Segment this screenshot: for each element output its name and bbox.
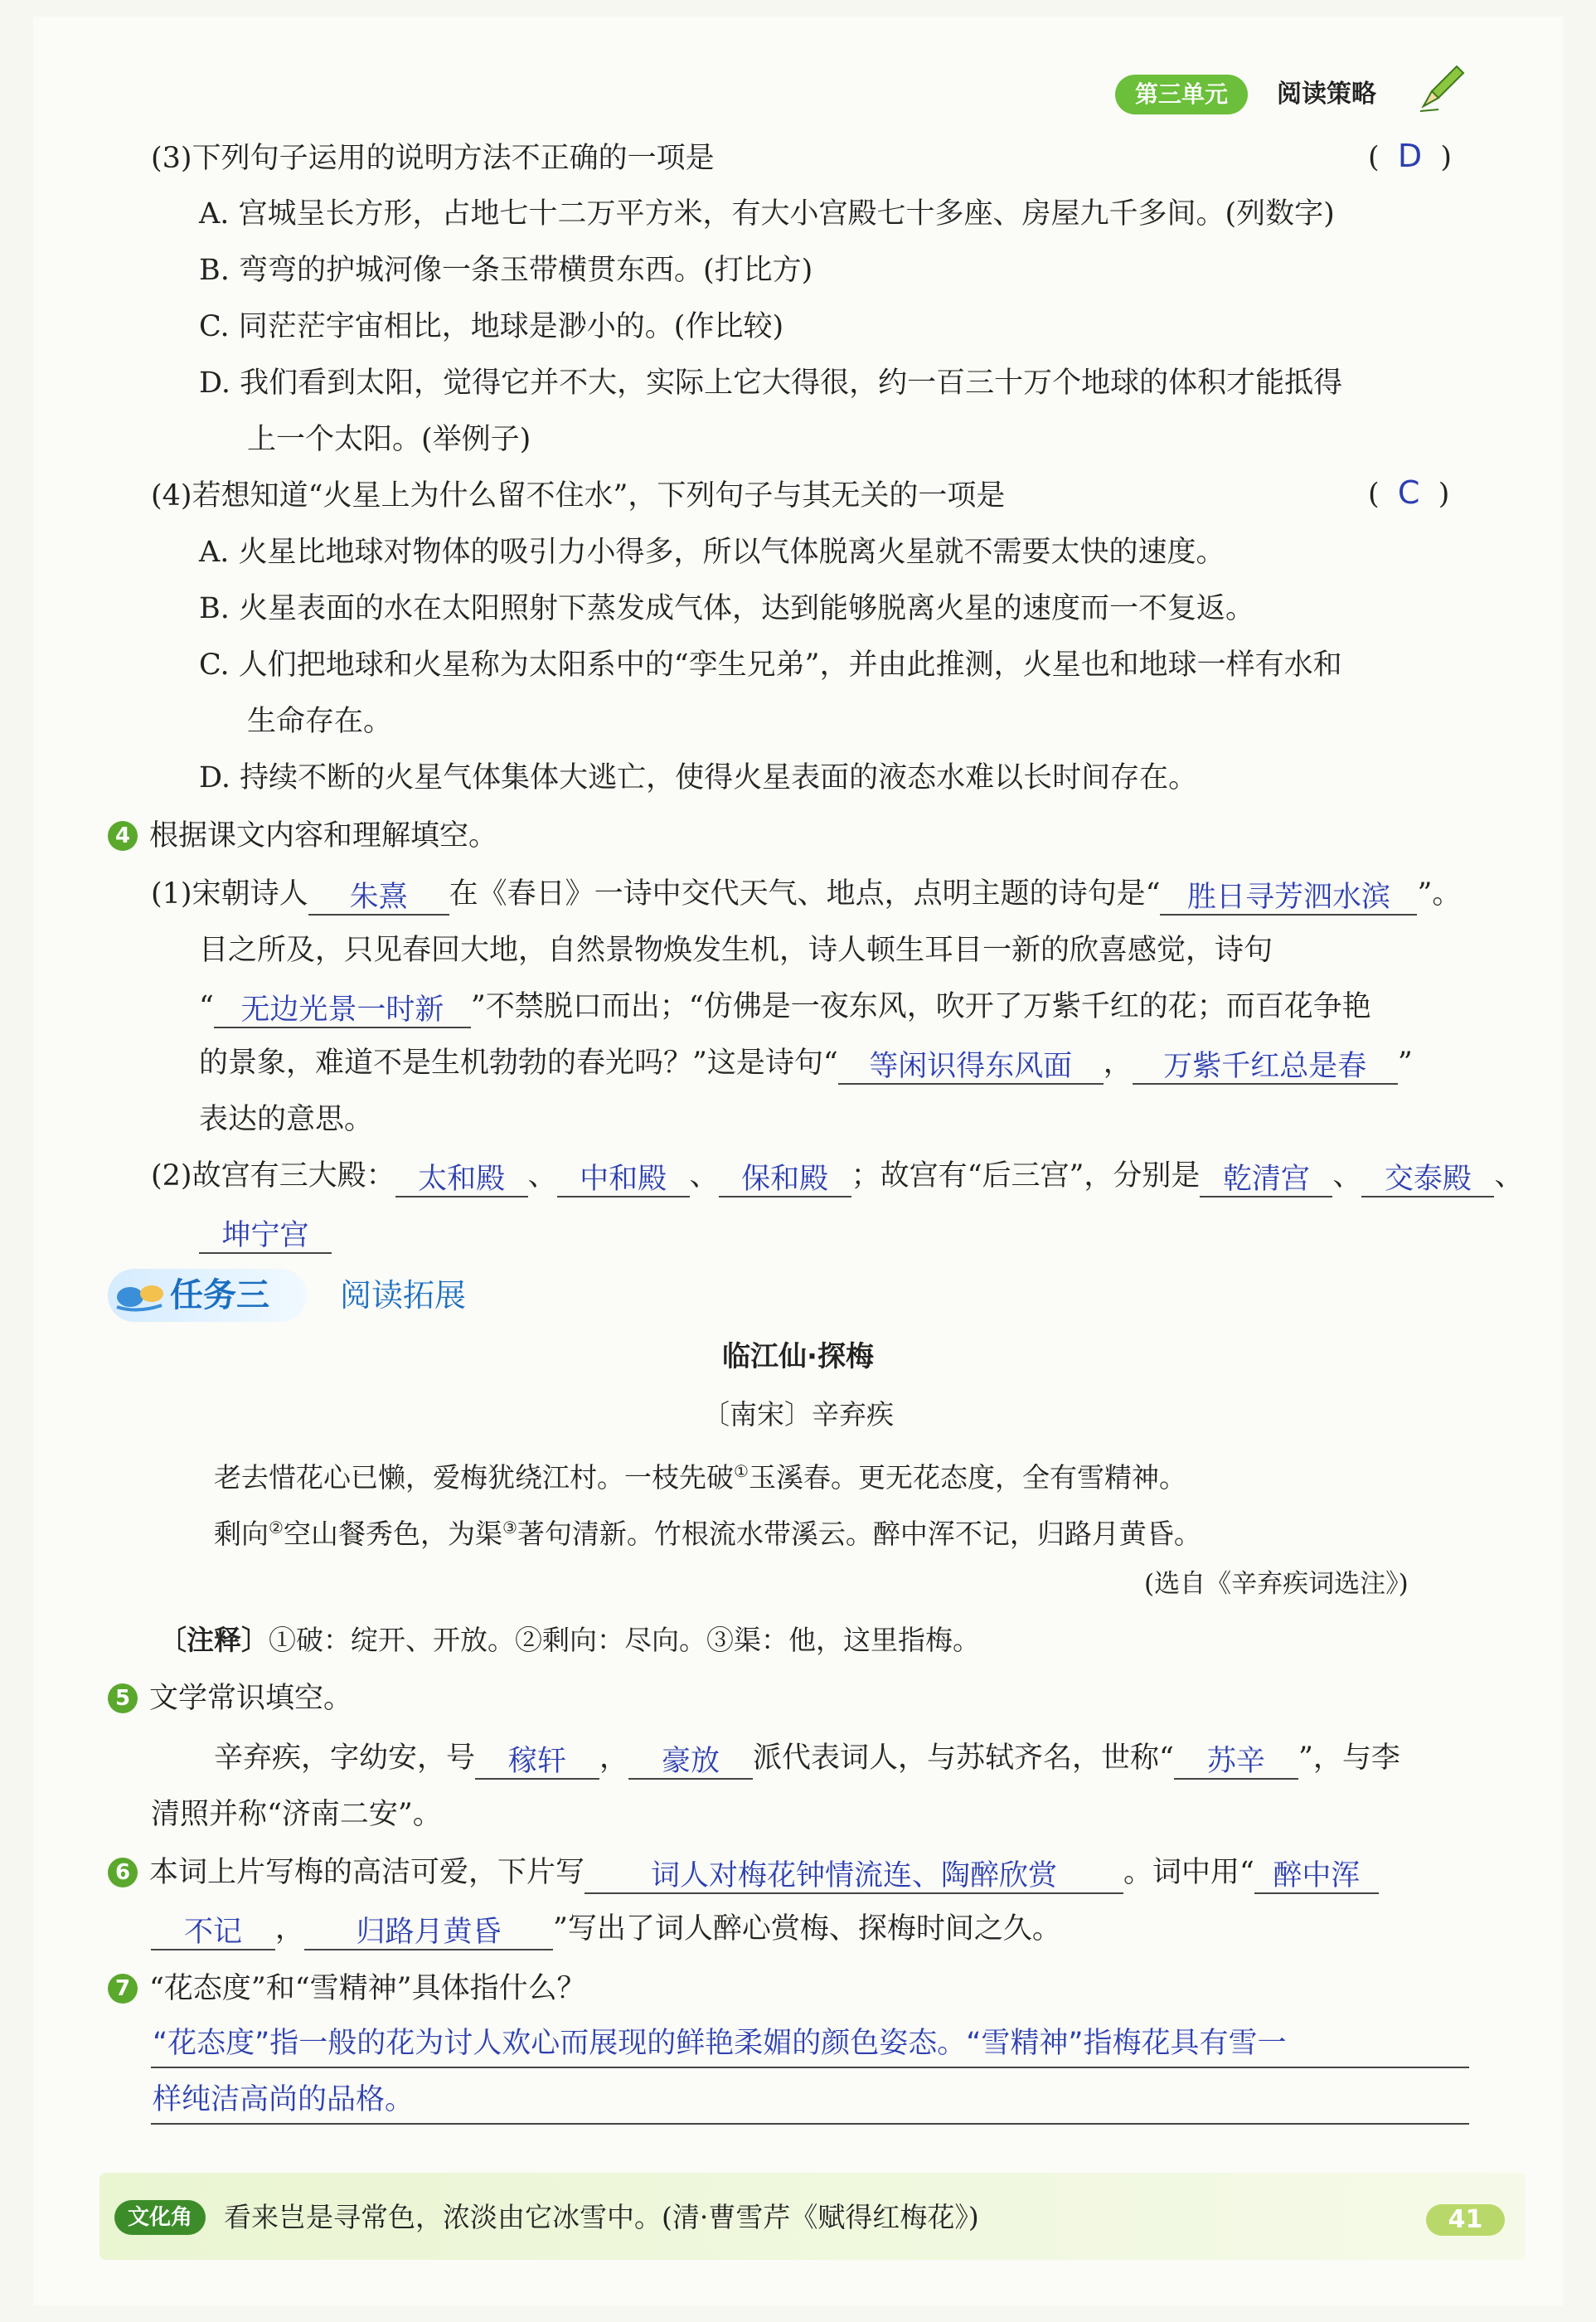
s4-p2-line2	[199, 1211, 332, 1254]
s4-answer-line-d[interactable]: 万紫千红总是春	[1163, 1050, 1367, 1083]
s4-answer-line-b[interactable]: 无边光景一时新	[240, 993, 444, 1027]
s5-answer-title[interactable]: 苏辛	[1206, 1745, 1265, 1778]
s7-answer-line-2[interactable]: 样纯洁高尚的品格。	[153, 2083, 415, 2116]
s7-answer-rule-1	[151, 2067, 1469, 2068]
s4-answer-hall-1[interactable]: 太和殿	[418, 1163, 506, 1196]
section-5-title: 文学常识填空。	[149, 1682, 353, 1715]
q3-option-c: C. 同茫茫宇宙相比，地球是渺小的。(作比较)	[199, 310, 784, 343]
s4-answer-poet[interactable]: 朱熹	[349, 881, 408, 914]
s7-question: “花态度”和“雪精神”具体指什么？	[149, 1972, 586, 2005]
q4-stem: (4)若想知道“火星上为什么留不住水”，下列句子与其无关的一项是	[151, 479, 1006, 512]
q3-option-a: A. 宫城呈长方形，占地七十二万平方米，有大小宫殿七十多座、房屋九千多间。(列数字)	[199, 197, 1335, 231]
s7-answer-line-1[interactable]: “花态度”指一般的花为讨人欢心而展现的鲜艳柔媚的颜色姿态。“雪精神”指梅花具有雪一	[153, 2027, 1287, 2060]
q4-option-d: D. 持续不断的火星气体集体大逃亡，使得火星表面的液态水难以长时间存在。	[199, 761, 1198, 794]
s6-line-2: 不记 ， 归路月黄昏 ”写出了词人醉心赏梅、探梅时间之久。	[151, 1907, 1061, 1950]
s4-answer-line-a[interactable]: 胜日寻芳泗水滨	[1186, 881, 1390, 914]
q3-stem: (3)下列句子运用的说明方法不正确的一项是	[151, 142, 715, 175]
s4-p1-line5: 表达的意思。	[199, 1103, 374, 1136]
s4-p1-line4: 的景象，难道不是生机勃勃的春光吗？”这是诗句“ 等闲识得东风面 ， 万紫千红总是春 ”	[199, 1047, 1413, 1083]
q4-option-a: A. 火星比地球对物体的吸引力小得多，所以气体脱离火星就不需要太快的速度。	[199, 536, 1225, 569]
q4-option-c-cont: 生命存在。	[247, 705, 393, 738]
culture-corner-tag: 文化角	[114, 2200, 206, 2235]
section-4-number: 4	[108, 821, 138, 851]
page-number: 41	[1426, 2204, 1505, 2236]
poem-notes: 〔注释〕①破：绽开、开放。②剩向：尽向。③渠：他，这里指梅。	[159, 1624, 980, 1656]
note-label: 〔注释〕	[159, 1624, 269, 1656]
s7-answer-rule-2	[151, 2123, 1469, 2125]
q3-answer-paren: ( D )	[1368, 138, 1453, 174]
unit-tag: 第三单元	[1115, 75, 1248, 114]
s4-p2-line1: (2)故宫有三大殿： 太和殿 、 中和殿 、 保和殿 ；故宫有“后三宫”，分别是 乾清宫 、 交泰殿 、	[151, 1159, 1524, 1196]
s5-answer-hao[interactable]: 稼轩	[508, 1745, 567, 1778]
q4-option-b: B. 火星表面的水在太阳照射下蒸发成气体，达到能够脱离火星的速度而一不复返。	[199, 592, 1254, 625]
s5-line-2: 清照并称“济南二安”。	[151, 1798, 442, 1831]
section-7-number: 7	[108, 1974, 138, 2004]
q4-answer-paren: ( C )	[1368, 474, 1450, 511]
q3-option-b: B. 弯弯的护城河像一条玉带横贯东西。(打比方)	[199, 254, 813, 287]
q4-option-c: C. 人们把地球和火星称为太阳系中的“孪生兄弟”，并由此推测，火星也和地球一样有水和	[199, 649, 1342, 682]
poem-line-1: 老去惜花心已懒，爱梅犹绕江村。一枝先破①玉溪春。更无花态度，全有雪精神。	[214, 1461, 1186, 1494]
q3-option-d-cont: 上一个太阳。(举例子)	[247, 423, 531, 456]
s4-answer-line-c[interactable]: 等闲识得东风面	[869, 1050, 1073, 1083]
s4-p1-line2: 目之所及，只见春回大地，自然景物焕发生机，诗人顿生耳目一新的欣喜感觉，诗句	[199, 934, 1273, 967]
s6-answer-content[interactable]: 词人对梅花钟情流连、陶醉欣赏	[651, 1859, 1058, 1892]
poem-author: 〔南宋〕辛弃疾	[702, 1398, 894, 1431]
q4-answer: C	[1397, 474, 1420, 511]
pencil-icon	[1414, 58, 1472, 116]
section-4-title: 根据课文内容和理解填空。	[149, 819, 498, 853]
s4-answer-palace-3[interactable]: 坤宁宫	[221, 1219, 309, 1252]
section-6-number: 6	[108, 1858, 138, 1887]
s5-answer-school[interactable]: 豪放	[662, 1745, 720, 1778]
s4-answer-hall-3[interactable]: 保和殿	[741, 1163, 829, 1196]
s6-line-1: 本词上片写梅的高洁可爱，下片写 词人对梅花钟情流连、陶醉欣赏 。词中用“ 醉中浑	[149, 1851, 1379, 1894]
task-title: 任务三	[170, 1276, 269, 1314]
s4-p1-line1: (1)宋朝诗人 朱熹 在《春日》一诗中交代天气、地点，点明主题的诗句是“ 胜日寻芳泗水滨 ”。	[151, 877, 1462, 914]
culture-corner-text: 看来岂是寻常色，浓淡由它冰雪中。(清·曹雪芹《赋得红梅花》)	[224, 2201, 979, 2233]
task-subtitle: 阅读拓展	[340, 1277, 467, 1314]
section-5-number: 5	[108, 1683, 138, 1713]
s4-answer-palace-1[interactable]: 乾清宫	[1222, 1163, 1310, 1196]
s4-p1-line3: “ 无边光景一时新 ”不禁脱口而出；“仿佛是一夜东风，吹开了万紫千红的花；而百花争艳	[199, 990, 1371, 1027]
s4-answer-palace-2[interactable]: 交泰殿	[1384, 1163, 1472, 1196]
s6-answer-line-part2[interactable]: 不记	[183, 1916, 242, 1949]
poem-title: 临江仙·探梅	[722, 1340, 874, 1373]
q3-answer: D	[1397, 138, 1423, 174]
poem-source: (选自《辛弃疾词选注》)	[1144, 1569, 1409, 1599]
s5-line-1: 辛弃疾，字幼安，号 稼轩 ， 豪放 派代表词人，与苏轼齐名，世称“ 苏辛 ”，与李	[214, 1742, 1400, 1778]
s6-answer-line-2[interactable]: 归路月黄昏	[356, 1916, 502, 1949]
s6-answer-line-part1[interactable]: 醉中浑	[1273, 1859, 1361, 1892]
s4-answer-hall-2[interactable]: 中和殿	[580, 1163, 667, 1196]
q3-option-d: D. 我们看到太阳，觉得它并不大，实际上它大得很，约一百三十万个地球的体积才能抵得	[199, 367, 1343, 400]
poem-line-2: 剩向②空山餐秀色，为渠③著句清新。竹根流水带溪云。醉中浑不记，归路月黄昏。	[214, 1518, 1201, 1550]
task-icon	[112, 1277, 170, 1314]
section-title: 阅读策略	[1277, 80, 1376, 109]
